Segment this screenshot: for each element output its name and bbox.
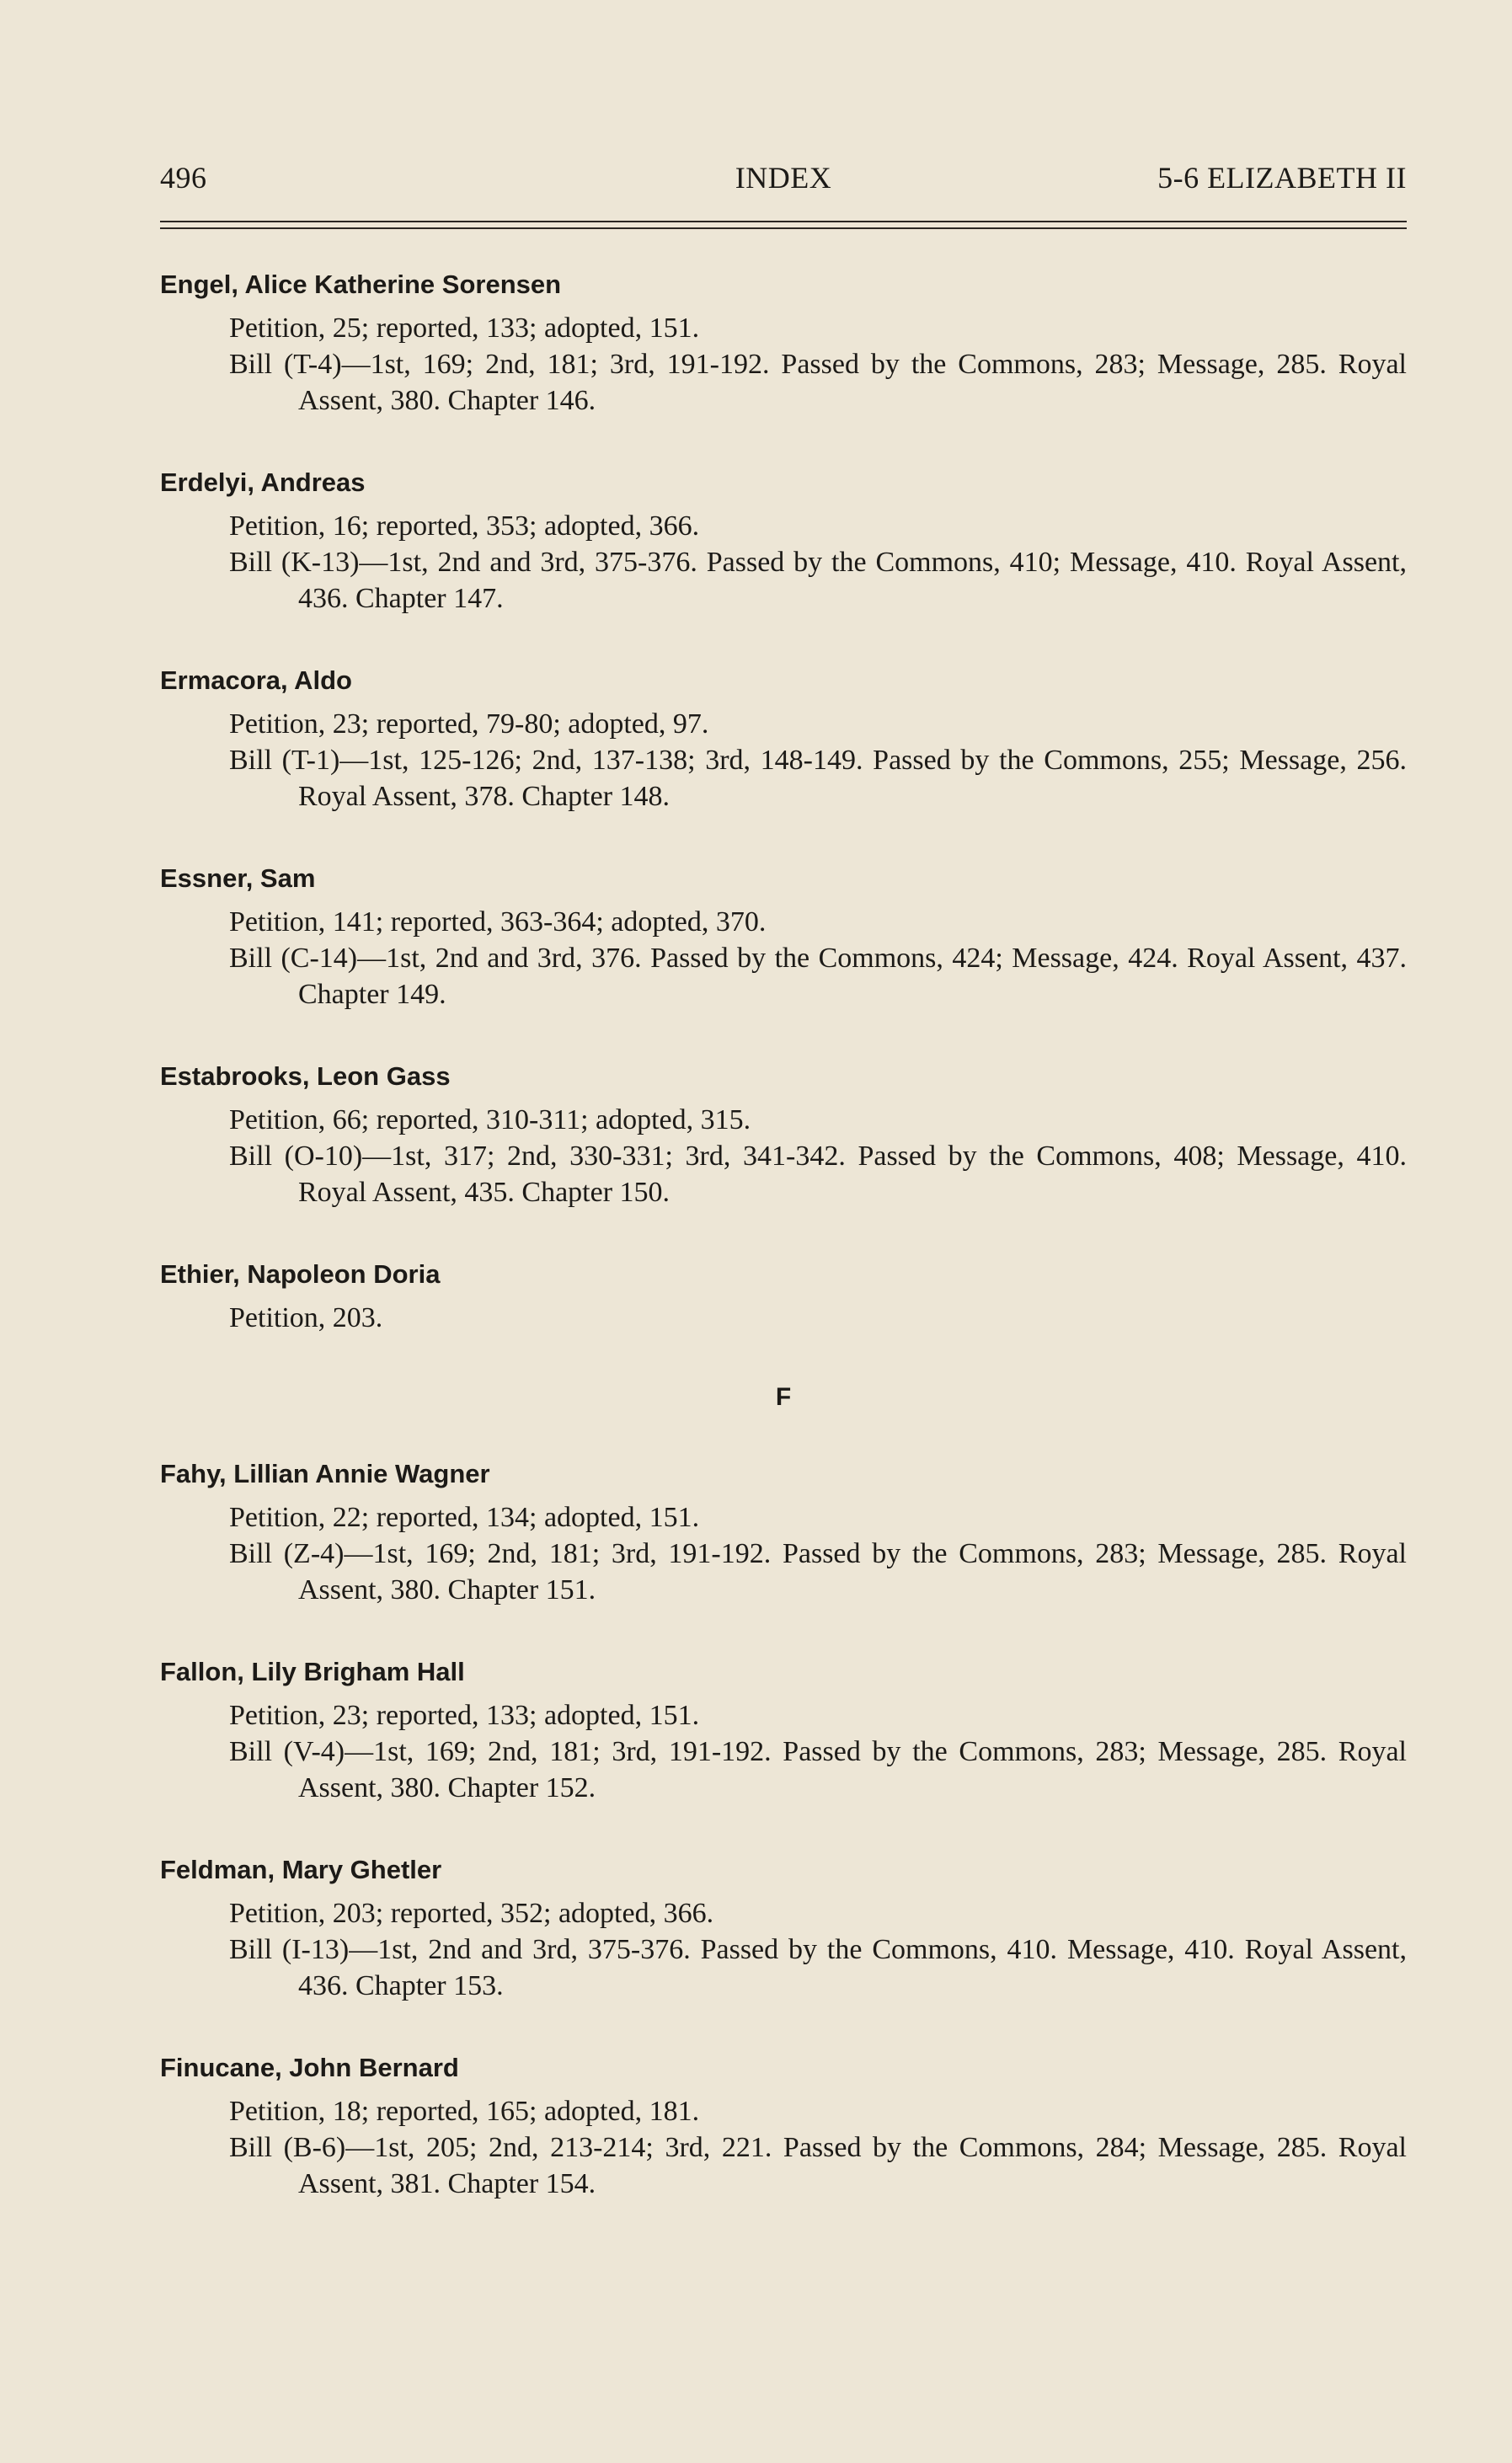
page-title: INDEX	[735, 161, 832, 195]
entry-name: Engel, Alice Katherine Sorensen	[160, 270, 562, 299]
entry-name: Feldman, Mary Ghetler	[160, 1855, 442, 1884]
entry-petition-line: Petition, 25; reported, 133; adopted, 151.	[229, 313, 700, 344]
entry-petition-line: Petition, 22; reported, 134; adopted, 151.	[229, 1502, 700, 1533]
section-letter: F	[775, 1383, 792, 1411]
index-entry	[160, 268, 1407, 419]
entry-bill-line: Bill (I-13)—1st, 2nd and 3rd, 375-376. Passed by the Commons, 410. Message, 410. Royal Assent, 436. Chapter 153.	[229, 1934, 1407, 2001]
index-entries	[160, 268, 1407, 2202]
entry-name: Essner, Sam	[160, 863, 316, 893]
entry-name: Erdelyi, Andreas	[160, 467, 366, 497]
page-number: 496	[160, 161, 207, 195]
entry-bill-line: Bill (K-13)—1st, 2nd and 3rd, 375-376. Passed by the Commons, 410; Message, 410. Royal Assent, 436. Chapter 147.	[229, 547, 1407, 614]
index-entry	[160, 1655, 1407, 1806]
index-entry	[160, 1060, 1407, 1210]
index-entry	[160, 466, 1407, 617]
header-double-rule	[160, 221, 1407, 231]
entry-name: Fallon, Lily Brigham Hall	[160, 1657, 465, 1686]
index-entry	[160, 1853, 1407, 2004]
entry-petition-line: Petition, 66; reported, 310-311; adopted, 315.	[229, 1104, 751, 1135]
entry-petition-line: Petition, 16; reported, 353; adopted, 366.	[229, 510, 700, 542]
entry-bill-line: Bill (Z-4)—1st, 169; 2nd, 181; 3rd, 191-192. Passed by the Commons, 283; Message, 285. Royal Assent, 380. Chapter 151.	[229, 1538, 1407, 1605]
entry-name: Estabrooks, Leon Gass	[160, 1061, 451, 1091]
running-header	[160, 160, 1407, 207]
entry-petition-line: Petition, 18; reported, 165; adopted, 181.	[229, 2096, 700, 2127]
entry-name: Fahy, Lillian Annie Wagner	[160, 1459, 490, 1488]
entry-petition-line: Petition, 23; reported, 79-80; adopted, 97.	[229, 708, 709, 740]
entry-bill-line: Bill (T-1)—1st, 125-126; 2nd, 137-138; 3rd, 148-149. Passed by the Commons, 255; Message, 256. Royal Assent, 378. Chapter 148.	[229, 745, 1407, 812]
volume-label: 5-6 ELIZABETH II	[1157, 161, 1407, 195]
index-entry	[160, 1457, 1407, 1608]
entry-bill-line: Bill (O-10)—1st, 317; 2nd, 330-331; 3rd, 341-342. Passed by the Commons, 408; Message, 410. Royal Assent, 435. Chapter 150.	[229, 1141, 1407, 1208]
index-entry	[160, 862, 1407, 1012]
entry-petition-line: Petition, 141; reported, 363-364; adopted, 370.	[229, 906, 767, 938]
entry-name: Finucane, John Bernard	[160, 2053, 459, 2082]
index-page	[160, 160, 1407, 2249]
index-entry	[160, 1258, 1407, 1336]
index-entry	[160, 2051, 1407, 2202]
index-entry	[160, 664, 1407, 815]
entry-bill-line: Bill (B-6)—1st, 205; 2nd, 213-214; 3rd, 221. Passed by the Commons, 284; Message, 285. Royal Assent, 381. Chapter 154.	[229, 2132, 1407, 2199]
entries-section-e	[160, 268, 1407, 1336]
entry-petition-line: Petition, 203; reported, 352; adopted, 366.	[229, 1898, 714, 1929]
entry-name: Ethier, Napoleon Doria	[160, 1259, 441, 1289]
entry-petition-line: Petition, 23; reported, 133; adopted, 151.	[229, 1700, 700, 1731]
entry-bill-line: Bill (T-4)—1st, 169; 2nd, 181; 3rd, 191-192. Passed by the Commons, 283; Message, 285. Royal Assent, 380. Chapter 146.	[229, 349, 1407, 416]
entry-name: Ermacora, Aldo	[160, 665, 352, 695]
entry-bill-line: Bill (V-4)—1st, 169; 2nd, 181; 3rd, 191-192. Passed by the Commons, 283; Message, 285. Royal Assent, 380. Chapter 152.	[229, 1736, 1407, 1803]
entries-section-f	[160, 1457, 1407, 2202]
entry-petition-line: Petition, 203.	[229, 1302, 383, 1333]
entry-bill-line: Bill (C-14)—1st, 2nd and 3rd, 376. Passed by the Commons, 424; Message, 424. Royal Assent, 437. Chapter 149.	[229, 943, 1407, 1010]
